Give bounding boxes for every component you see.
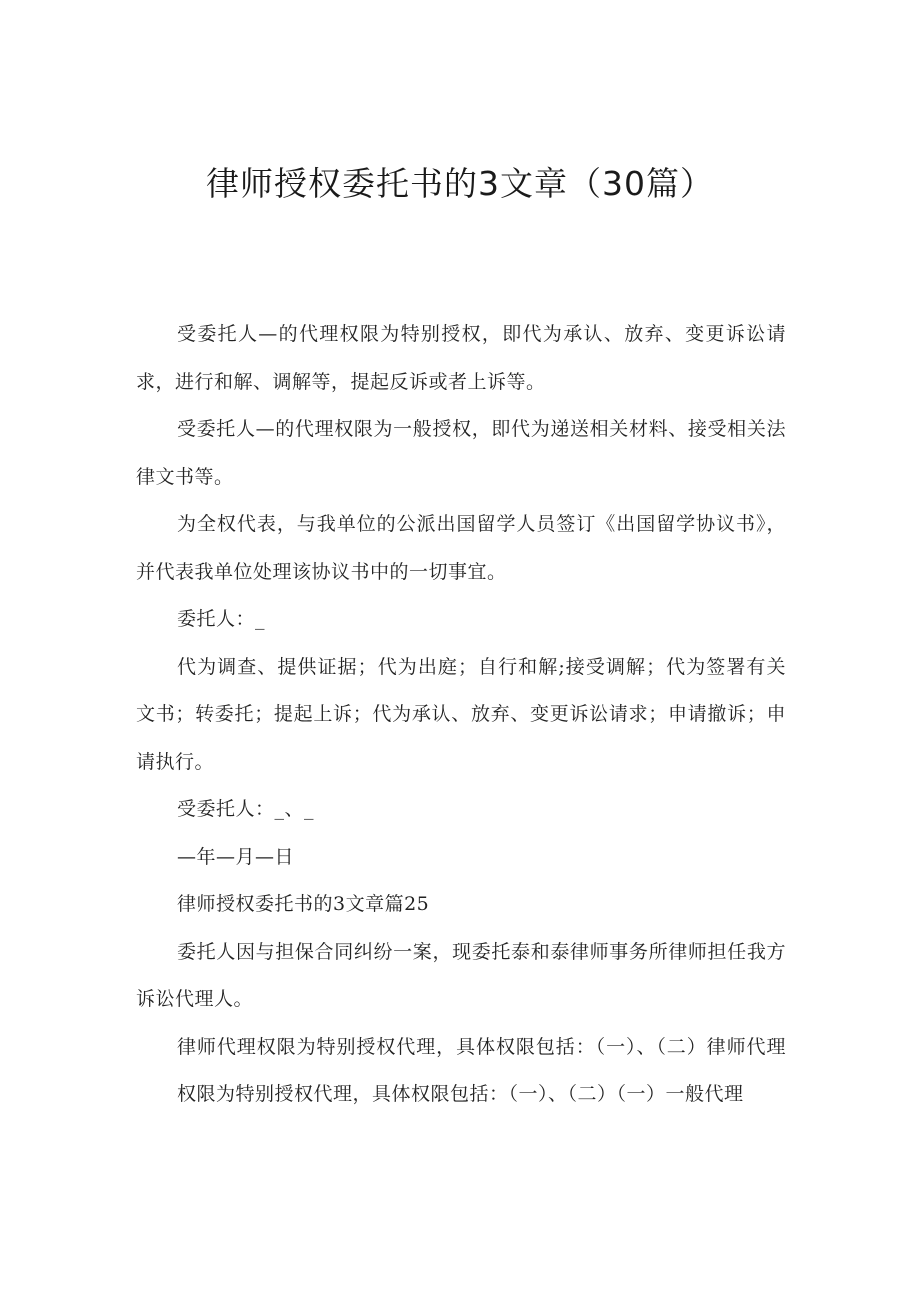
paragraph-full-representative: 为全权代表，与我单位的公派出国留学人员签订《出国留学协议书》，并代表我单位处理该协议书中的一切事宜。 [136, 513, 786, 583]
paragraph-agency-scope: 代为调查、提供证据；代为出庭；自行和解;接受调解；代为签署有关文书；转委托；提起上诉；代为承认、放弃、变更诉讼请求；申请撤诉；申请执行。 [136, 655, 786, 773]
paragraph-lawyer-authority: 律师代理权限为特别授权代理，具体权限包括：（一）、（二）律师代理权限为特别授权代理，具体权限包括：（一）、（二）（一）一般代理 [177, 1035, 786, 1105]
paragraph-section-heading: 律师授权委托书的3文章篇25 [177, 893, 430, 915]
paragraph-date: —年—月—日 [177, 845, 295, 868]
document-title: 律师授权委托书的3文章（30篇） [206, 164, 714, 203]
paragraph-special-authorization: 受委托人—的代理权限为特别授权，即代为承认、放弃、变更诉讼请求，进行和解、调解等，提起反诉或者上诉等。 [136, 323, 786, 393]
paragraph-general-authorization: 受委托人—的代理权限为一般授权，即代为递送相关材料、接受相关法律文书等。 [136, 418, 786, 488]
paragraph-principal: 委托人：_ [177, 608, 266, 630]
document-body [136, 311, 786, 1119]
paragraph-agent: 受委托人：_、_ [177, 798, 315, 820]
paragraph-case-delegation: 委托人因与担保合同纠纷一案，现委托泰和泰律师事务所律师担任我方诉讼代理人。 [136, 940, 786, 1010]
